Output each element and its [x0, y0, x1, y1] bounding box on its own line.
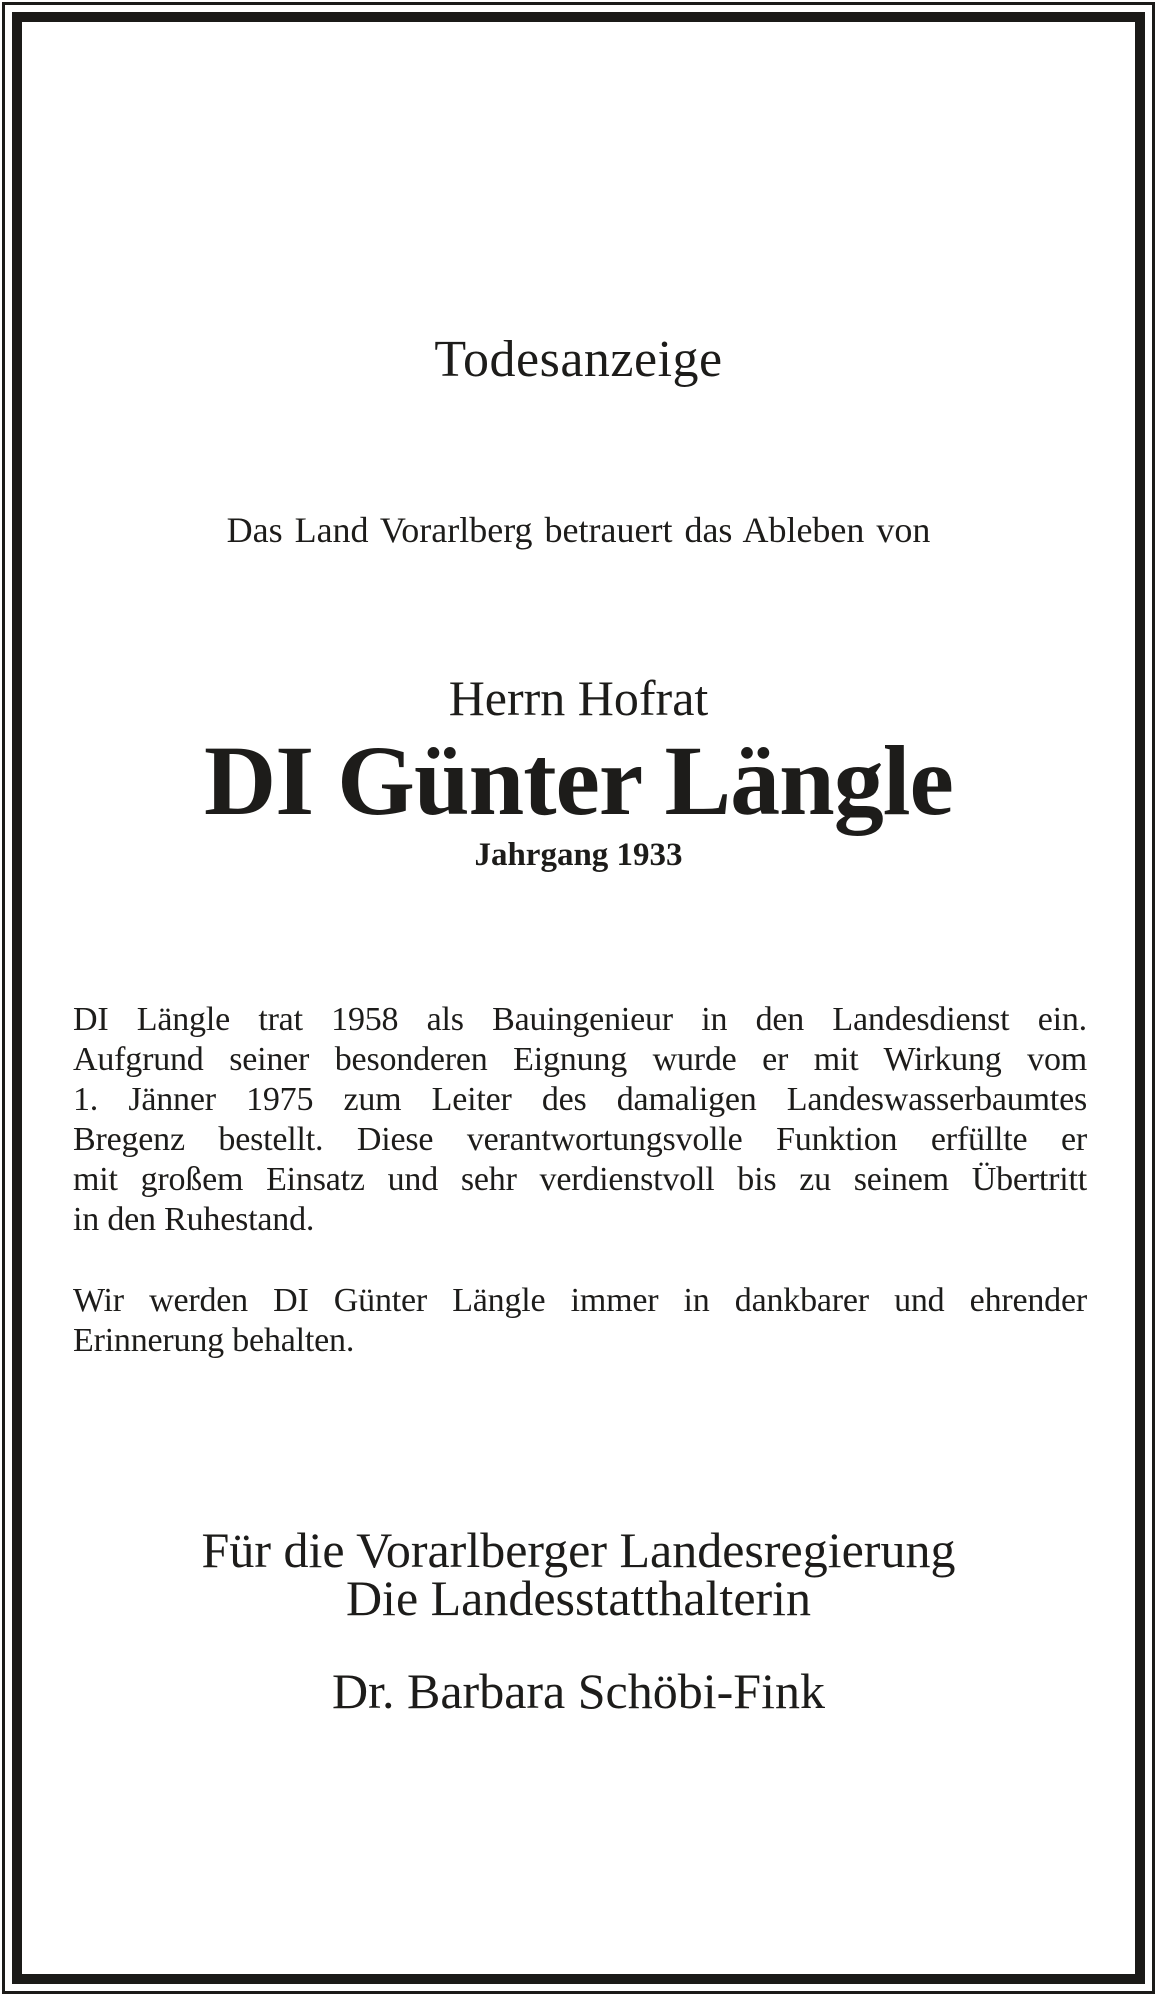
- obituary-content: [22, 22, 1135, 1974]
- tribute-paragraph-line: Wir werden DI Günter Längle immer in dankbarer und ehrender: [73, 1282, 1087, 1319]
- career-paragraph-line: 1. Jänner 1975 zum Leiter des damaligen Landeswasserbaumtes: [73, 1081, 1087, 1118]
- mourning-intro-line: Das Land Vorarlberg betrauert das Ableben von: [226, 510, 931, 550]
- career-paragraph: [73, 1000, 1087, 1240]
- tribute-paragraph-line: Erinnerung behalten.: [73, 1322, 355, 1359]
- honorific-title: Herrn Hofrat: [448, 670, 709, 726]
- notice-kind-heading: Todesanzeige: [434, 331, 723, 388]
- signature-name: Dr. Barbara Schöbi-Fink: [332, 1663, 825, 1719]
- birth-year-line: Jahrgang 1933: [474, 837, 683, 873]
- inner-border-rule: [12, 12, 1145, 1984]
- deceased-name: DI Günter Längle: [204, 725, 953, 836]
- closing-authority-line: Für die Vorarlberger Landesregierung: [201, 1522, 956, 1578]
- closing-office-line: Die Landesstatthalterin: [345, 1570, 812, 1626]
- tribute-paragraph: [73, 1281, 1087, 1361]
- career-paragraph-line: in den Ruhestand.: [73, 1201, 315, 1238]
- career-paragraph-line: mit großem Einsatz und sehr verdienstvoll bis zu seinem Übertritt: [73, 1161, 1087, 1198]
- career-paragraph-line: Bregenz bestellt. Diese verantwortungsvolle Funktion erfüllte er: [73, 1121, 1087, 1158]
- career-paragraph-line: DI Längle trat 1958 als Bauingenieur in den Landesdienst ein.: [73, 1001, 1087, 1038]
- outer-border-rule: [2, 2, 1155, 1994]
- career-paragraph-line: Aufgrund seiner besonderen Eignung wurde er mit Wirkung vom: [73, 1041, 1087, 1078]
